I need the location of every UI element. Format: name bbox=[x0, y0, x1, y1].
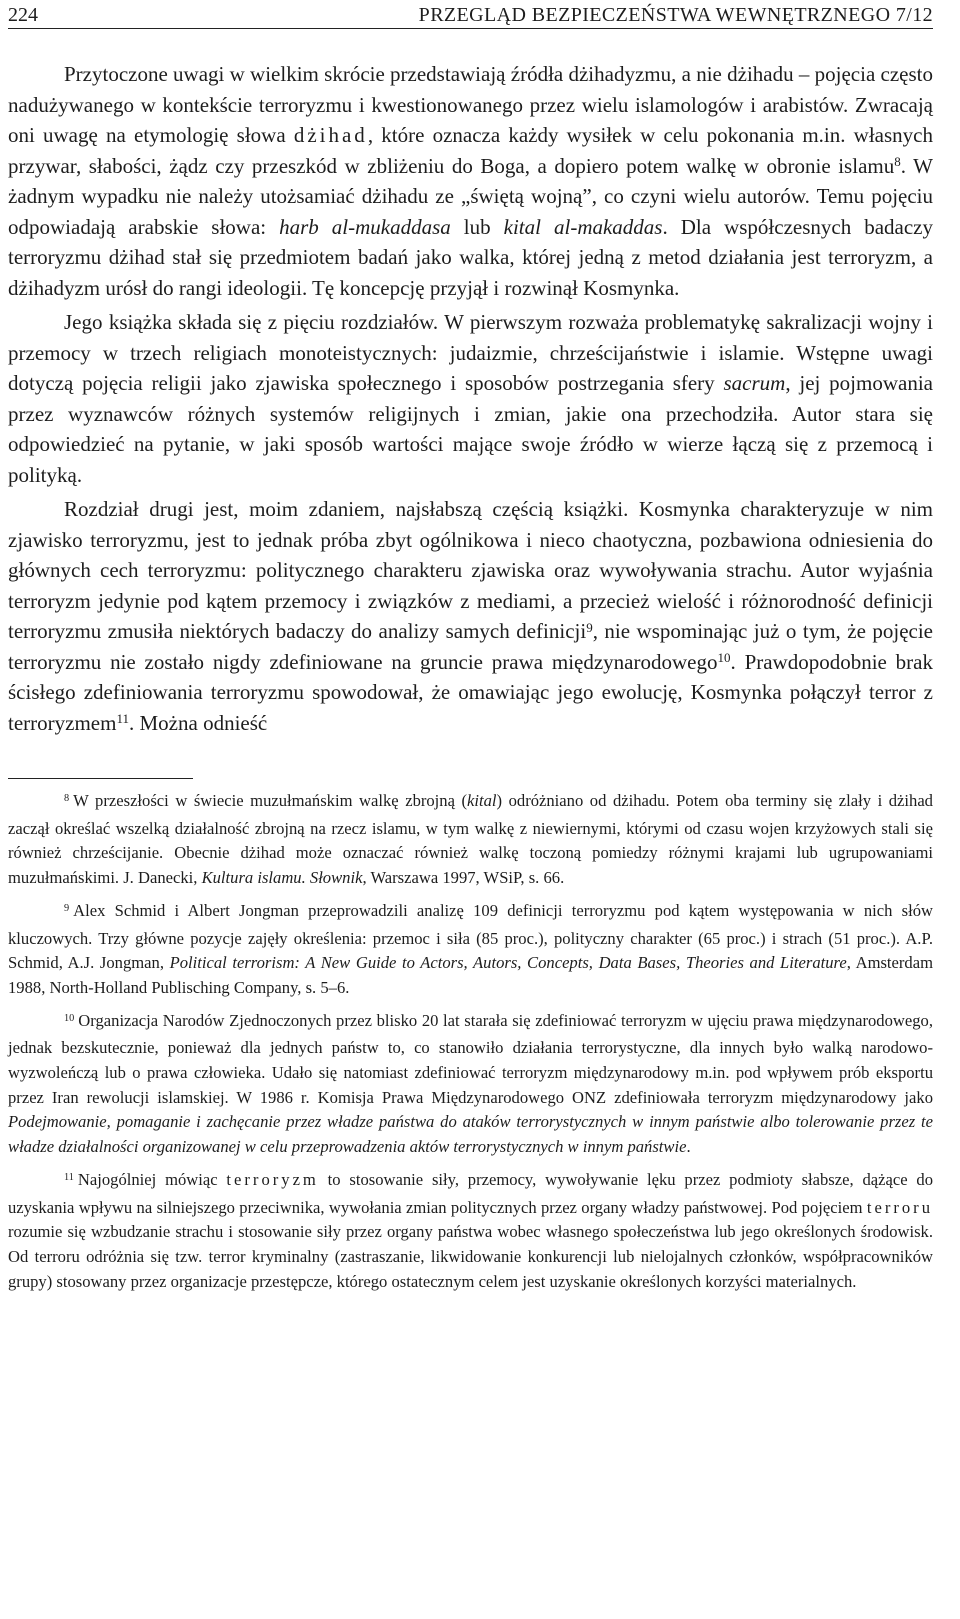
text-run: Rozdział drugi jest, moim zdaniem, najsłabszą częścią książki. Kosmynka charakteryzuje w nim zjawisko terroryzmu, jest to jednak próba zbyt ogólnikowa i nieco chaotyczna, pozbawiona odniesienia do głównych cech terroryzmu: politycznego charakteru zjawiska oraz wywoływania strachu. Autor wyjaśnia terroryzm jedynie pod kątem przemocy i związków z mediami, a przecież wielość i różnorodność definicji terroryzmu zmusiła niektórych badaczy do analizy samych definicji bbox=[8, 497, 933, 643]
text-run: . Prawdopodobnie brak ścisłego zdefiniowania terroryzmu spowodował, że omawiając jego ewolucję, Kosmynka połączył terror z terroryzmem bbox=[8, 649, 933, 735]
footnote-number: 10 bbox=[64, 1013, 75, 1024]
footnote-10 bbox=[8, 1009, 933, 1160]
italic-title: Political terrorism: A New Guide to Actors, Autors, Concepts, Data Bases, Theories and Literature bbox=[169, 953, 847, 973]
main-text bbox=[8, 59, 933, 738]
text-run: , jej pojmowania przez wyznawców różnych systemów religijnych i zmian, jakie ona przechodziła. Autor stara się odpowiedzieć na pytanie, w jaki sposób wartości mające swoje źródło w wierze łączą się z przemocą i polityką. bbox=[8, 371, 933, 487]
text-run: Najogólniej mówiąc bbox=[77, 1169, 227, 1189]
text-run: . bbox=[686, 1137, 691, 1157]
footnotes bbox=[8, 789, 933, 1294]
footnote-11 bbox=[8, 1168, 933, 1295]
text-run: rozumie się wzbudzanie strachu i stosowanie siły przez organy państwa wobec własnego społeczeństwa lub jego określonych środowisk. Od terroru odróżnia się tzw. terror kryminalny (zastraszanie, likwidowanie konkurencji lub nielojalnych członków, współpracowników grupy) stosowany przez organizacje przestępcze, którego ostatecznym celem jest uzyskanie określonych korzyści materialnych. bbox=[8, 1222, 933, 1291]
page-number: 224 bbox=[8, 4, 38, 26]
footnote-number: 11 bbox=[64, 1172, 74, 1184]
italic-title: Kultura islamu. Słownik bbox=[201, 868, 363, 888]
text-run: , Warszawa 1997, WSiP, s. 66. bbox=[362, 868, 565, 888]
italic-term: kital al-makaddas bbox=[503, 214, 663, 239]
text-run: W przeszłości w świecie muzułmańskim walkę zbrojną ( bbox=[73, 791, 468, 810]
running-header bbox=[8, 2, 933, 29]
footnote-8 bbox=[8, 789, 933, 891]
footnote-divider bbox=[8, 778, 193, 779]
text-run: to stosowanie siły, przemocy, wywoływanie lęku przez podmioty słabsze, dążące do uzyskania wpływu na silniejszego przeciwnika, wywołania zmian politycznych przez organy władzy państwowej. Pod pojęciem bbox=[8, 1169, 933, 1217]
spaced-term: dżihad bbox=[293, 123, 368, 147]
spaced-term: terroryzm bbox=[226, 1169, 319, 1189]
text-run: . Można odnieść bbox=[129, 710, 268, 735]
paragraph-1 bbox=[8, 59, 933, 303]
paragraph-2 bbox=[8, 307, 933, 490]
footnote-number: 9 bbox=[64, 903, 70, 915]
text-run: lub bbox=[450, 214, 504, 239]
italic-quote: Podejmowanie, pomaganie i zachęcanie przez władze państwa do ataków terrorystycznych w innym państwie albo tolerowanie przez te władze działalności organizowanej w celu przeprowadzenia aktów terrorystycznych w innym państwie bbox=[8, 1112, 933, 1157]
text-run: , które oznacza każdy wysiłek w celu pokonania m.in. własnych przywar, słabości, żądz czy przeszkód w zbliżeniu do Boga, a dopiero potem walkę w obronie islamu bbox=[8, 123, 933, 178]
footnote-number: 8 bbox=[64, 793, 70, 805]
text-run: . W żadnym wypadku nie należy utożsamiać dżihadu ze „świętą wojną”, co czyni wielu autorów. Temu pojęciu odpowiadają arabskie słowa: bbox=[8, 153, 933, 239]
italic-term: sacrum bbox=[723, 371, 786, 395]
footnote-9 bbox=[8, 899, 933, 1001]
text-run: . Dla współczesnych badaczy terroryzmu dżihad stał się przedmiotem badań jako walka, której jedną z metod działania jest terroryzm, a dżihadyzm urósł do rangi ideologii. Tę koncepcję przyjął i rozwinął Kosmynka. bbox=[8, 214, 933, 300]
text-run: Organizacja Narodów Zjednoczonych przez blisko 20 lat starała się zdefiniować terroryzm w ujęciu prawa międzynarodowego, jednak bezskutecznie, ponieważ dla jednych państw to, co stanowiło działania terrorystyczne, dla innych było walką narodowo-wyzwoleńczą lub o prawa człowieka. Udało się natomiast zdefiniować terroryzm międzynarodowy m.in. pod wpływem prób eksportu przez Iran rewolucji islamskiej. W 1986 r. Komisja Prawa Międzynarodowego ONZ zdefiniowała terroryzm międzynarodowy jako bbox=[8, 1010, 933, 1107]
footnote-ref-8[interactable]: 8 bbox=[894, 154, 901, 169]
italic-term: harb al-mukaddasa bbox=[279, 214, 451, 239]
text-run: , nie wspominając już o tym, że pojęcie terroryzmu nie zostało nigdy zdefiniowane na gruncie prawa międzynarodowego bbox=[8, 619, 933, 674]
footnote-ref-11[interactable]: 11 bbox=[116, 711, 129, 726]
text-run: Jego książka składa się z pięciu rozdziałów. W pierwszym rozważa problematykę sakralizacji wojny i przemocy w trzech religiach monoteistycznych: judaizmie, chrześcijaństwie i islamie. Wstępne uwagi dotyczą pojęcia religii jako zjawiska społecznego i sposobów postrzegania sfery bbox=[8, 310, 933, 395]
footnote-ref-9[interactable]: 9 bbox=[586, 619, 593, 635]
text-run: Alex Schmid i Albert Jongman przeprowadzili analizę 109 definicji terroryzmu pod kątem występowania w nich słów kluczowych. Trzy główne pozycje zajęły określenia: przemoc i siła (85 proc.), polityczny charakter (65 proc.) i strach (51 proc.). A.P. Schmid, A.J. Jongman, bbox=[8, 900, 933, 973]
footnote-ref-10[interactable]: 10 bbox=[717, 650, 731, 665]
italic-term: kital bbox=[467, 791, 497, 810]
text-run: Przytoczone uwagi w wielkim skrócie przedstawiają źródła dżihadyzmu, a nie dżihadu – pojęcia często nadużywanego w kontekście terroryzmu i kwestionowanego przez wielu islamologów i arabistów. Zwracają oni uwagę na etymologię słowa bbox=[8, 62, 933, 147]
text-run: , Amsterdam 1988, North-Holland Publisching Company, s. 5–6. bbox=[8, 953, 934, 997]
spaced-term: terroru bbox=[866, 1197, 933, 1217]
journal-title: PRZEGLĄD BEZPIECZEŃSTWA WEWNĘTRZNEGO 7/12 bbox=[418, 4, 933, 26]
text-run: ) odróżniano od dżihadu. Potem oba terminy się zlały i dżihad zaczął określać wszelką działalność zbrojną na rzecz islamu, w tym walkę z niewiernymi, którymi od czasu wojen krzyżowych stali się również chrześcijanie. Obecnie dżihad może oznaczać również walkę toczoną pomiedzy różnymi krajami lub ugrupowaniami muzułmańskimi. J. Danecki, bbox=[8, 791, 933, 888]
paragraph-3 bbox=[8, 494, 933, 738]
